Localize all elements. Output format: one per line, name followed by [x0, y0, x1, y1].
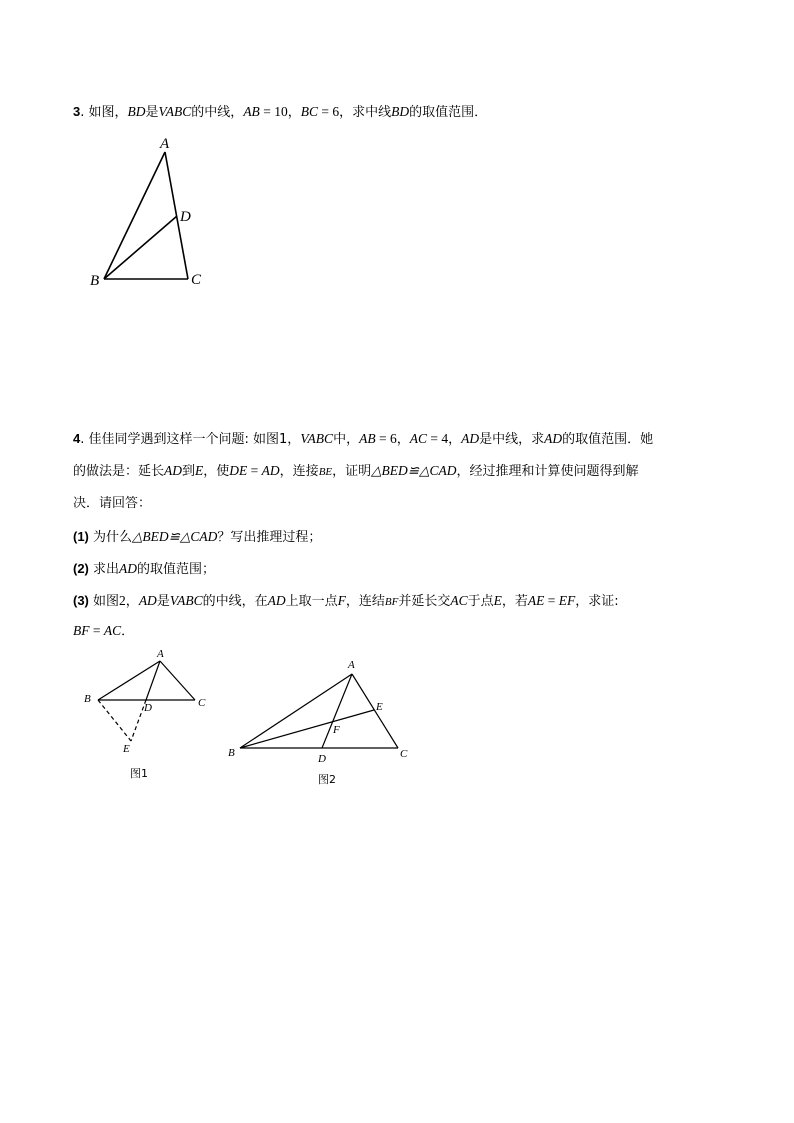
- q4-dot: .: [80, 432, 85, 447]
- q4-math-ac: AC: [450, 593, 468, 608]
- q3-text: 如图，: [88, 105, 128, 120]
- fig2-caption: 图2: [318, 773, 336, 786]
- q4-math-congruence: △BED≌△CAD: [132, 529, 218, 544]
- q4-figure-2: [240, 674, 398, 748]
- segment-ad: [146, 661, 160, 700]
- q4-part-3-number: (3): [73, 593, 89, 608]
- segment-ac: [160, 661, 195, 700]
- q4-math-ad: AD: [267, 593, 286, 608]
- fig2-label-c: C: [400, 748, 408, 760]
- q3-math-value: 10: [274, 104, 288, 119]
- segment-bd: [104, 216, 177, 279]
- q3-dot: .: [80, 105, 85, 120]
- q4-part-2: [73, 561, 215, 578]
- q4-text: ，: [448, 432, 462, 447]
- segment-ac: [352, 674, 398, 748]
- fig2-label-f: F: [333, 724, 340, 736]
- segment-ab: [104, 152, 165, 279]
- q4-math-eq: =: [544, 593, 559, 608]
- q3-label-b: B: [90, 273, 100, 289]
- q4-math-de: DE: [229, 463, 248, 478]
- segment-be: [240, 710, 374, 748]
- q4-text: ，连接: [279, 464, 319, 479]
- q4-math-e: E: [195, 463, 204, 478]
- q4-math-value: 4: [441, 431, 449, 446]
- q3-math-bc: BC: [300, 104, 318, 119]
- q4-text: 的取值范围．她: [562, 432, 654, 447]
- q4-text: 并延长交: [398, 594, 451, 609]
- fig2-label-a: A: [348, 659, 355, 671]
- q4-math-be: BE: [318, 466, 333, 478]
- q4-line-3: [73, 496, 151, 512]
- q4-text: ．: [121, 624, 135, 639]
- fig2-label-b: B: [228, 747, 235, 759]
- q3-label-d: D: [180, 209, 191, 225]
- q4-part-1: [73, 529, 321, 546]
- fig1-label-d: D: [144, 702, 152, 714]
- q4-text: 的中线，在: [202, 594, 268, 609]
- q4-math-value: 2: [119, 593, 126, 608]
- fig1-label-c: C: [198, 697, 206, 709]
- q3-label-c: C: [191, 272, 202, 288]
- q3-text: 的中线，: [191, 105, 244, 120]
- q4-text: ，: [125, 594, 139, 609]
- fig1-label-b: B: [84, 693, 91, 705]
- q4-math-e: E: [493, 593, 502, 608]
- q3-text: ，: [287, 105, 301, 120]
- q4-math-ad: AD: [544, 431, 563, 446]
- q4-part-3: [73, 593, 619, 610]
- q4-text: 决．请回答：: [73, 496, 152, 511]
- q4-text: 的做法是：延长: [73, 464, 165, 479]
- q4-text: 如图: [93, 594, 120, 609]
- q4-text: 佳佳同学遇到这样一个问题: 如图1，: [88, 432, 301, 447]
- q4-math-f: F: [337, 593, 346, 608]
- q4-text: ，求证:: [575, 594, 619, 609]
- fig1-label-a: A: [157, 648, 164, 660]
- q4-text: ？写出推理过程；: [217, 530, 322, 545]
- q4-line-1: [73, 431, 653, 448]
- segment-ad: [322, 674, 352, 748]
- segment-be: [98, 700, 131, 741]
- q3-math-ab: AB: [243, 104, 260, 119]
- q4-text: 为什么: [93, 530, 133, 545]
- q4-math-eq: =: [89, 623, 104, 638]
- q4-math-ab: AB: [359, 431, 376, 446]
- q4-math-bf: BF: [73, 623, 90, 638]
- q4-math-ad: AD: [261, 463, 280, 478]
- fig1-label-e: E: [123, 743, 130, 755]
- q4-math-ef: EF: [558, 593, 576, 608]
- q3-number: 3: [73, 104, 81, 119]
- q3-math-bd: BD: [391, 104, 410, 119]
- q4-math-bf: BF: [384, 596, 399, 608]
- q4-math-eq: =: [375, 431, 390, 446]
- fig2-label-d: D: [318, 753, 326, 765]
- q4-math-congruence: △BED≌△CAD: [371, 463, 457, 478]
- q4-math-value: 6: [389, 431, 397, 446]
- q3-text: ，求中线: [339, 105, 392, 120]
- q4-number: 4: [73, 431, 81, 446]
- q4-text: ，若: [501, 594, 528, 609]
- q4-math-triangle: VABC: [300, 431, 334, 446]
- fig1-caption: 图1: [130, 767, 148, 780]
- q4-math-eq: =: [247, 463, 262, 478]
- q3-text: 的取值范围．: [409, 105, 488, 120]
- q4-text: 到: [182, 464, 196, 479]
- q4-text: 的取值范围；: [137, 562, 216, 577]
- q4-text: 是中线，求: [479, 432, 545, 447]
- q4-figure-1: [98, 661, 195, 741]
- q3-label-a: A: [160, 136, 170, 152]
- q4-text: ，证明: [332, 464, 372, 479]
- q4-line-5: [73, 623, 134, 640]
- q4-part-2-number: (2): [73, 561, 89, 576]
- q4-math-ad: AD: [138, 593, 157, 608]
- q4-math-eq: =: [426, 431, 442, 446]
- q3-math-triangle: VABC: [158, 104, 192, 119]
- q4-part-1-number: (1): [73, 529, 89, 544]
- q4-text: ，使: [203, 464, 230, 479]
- q4-text: ，经过推理和计算使问题得到解: [456, 464, 639, 479]
- q3-math-value: 6: [332, 104, 340, 119]
- q4-text: 上取一点: [285, 594, 338, 609]
- q4-math-ad: AD: [119, 561, 138, 576]
- q3-math-eq: =: [259, 104, 275, 119]
- q4-math-ad: AD: [164, 463, 183, 478]
- q3-figure: [104, 152, 188, 279]
- segment-ab: [98, 661, 160, 700]
- q4-line-2: [73, 463, 639, 480]
- q4-text: ，: [396, 432, 410, 447]
- q4-math-ad: AD: [461, 431, 480, 446]
- fig2-label-e: E: [376, 701, 383, 713]
- q4-text: ，连结: [345, 594, 385, 609]
- q3-math-eq: =: [317, 104, 333, 119]
- q4-math-ae: AE: [527, 593, 545, 608]
- q3-math-bd: BD: [127, 104, 146, 119]
- q4-text: 求出: [93, 562, 120, 577]
- q4-math-triangle: VABC: [169, 593, 203, 608]
- q4-math-ac: AC: [409, 431, 427, 446]
- q4-text: 是: [156, 594, 170, 609]
- q4-text: 于点: [467, 594, 494, 609]
- q3-text: 是: [145, 105, 159, 120]
- segment-ab: [240, 674, 352, 748]
- q4-math-ac: AC: [103, 623, 122, 638]
- q4-text: 中，: [333, 432, 360, 447]
